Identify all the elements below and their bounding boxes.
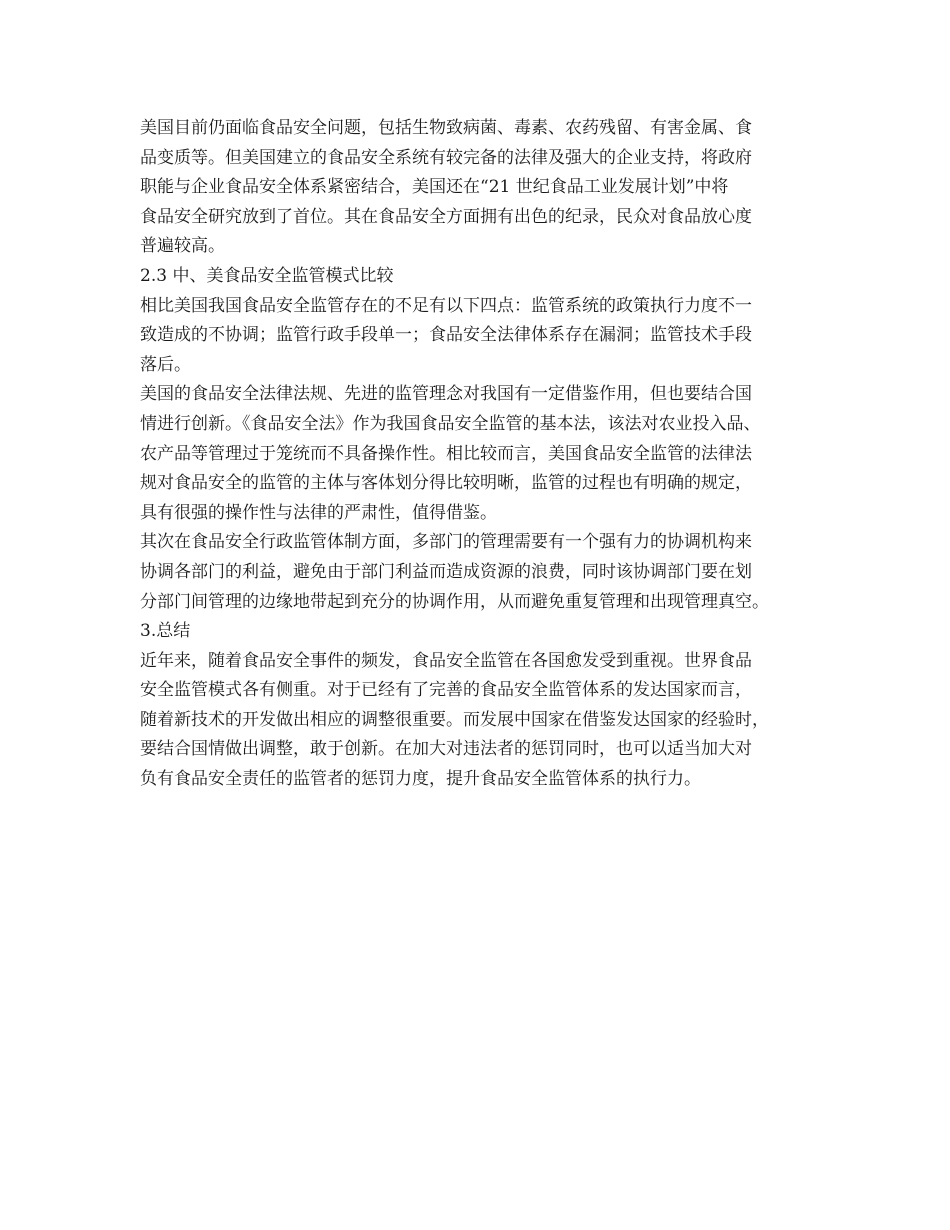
heading-text: 2.3 中、美食品安全监管模式比较 — [140, 265, 394, 286]
text-line: 负有食品安全责任的监管者的惩罚力度，提升食品安全监管体系的执行力。 — [140, 769, 701, 790]
paragraph-legal-reference — [140, 380, 820, 528]
text-line: 分部门间管理的边缘地带起到充分的协调作用，从而避免重复管理和出现管理真空。 — [140, 591, 769, 612]
text-line: 近年来，随着食品安全事件的频发，食品安全监管在各国愈发受到重视。世界食品 — [140, 650, 752, 671]
heading-text: 3.总结 — [140, 621, 191, 642]
text-line: 安全监管模式各有侧重。对于已经有了完善的食品安全监管体系的发达国家而言， — [140, 680, 752, 701]
text-line: 食品安全研究放到了首位。其在食品安全方面拥有出色的纪录，民众对食品放心度 — [140, 206, 752, 227]
section-heading-2-3 — [140, 262, 820, 292]
text-line: 品变质等。但美国建立的食品安全系统有较完备的法律及强大的企业支持，将政府 — [140, 147, 752, 168]
text-line: 美国目前仍面临食品安全问题，包括生物致病菌、毒素、农药残留、有害金属、食 — [140, 118, 752, 138]
text-line: 农产品等管理过于笼统而不具备操作性。相比较而言，美国食品安全监管的法律法 — [140, 443, 752, 464]
text-line: 美国的食品安全法律法规、先进的监管理念对我国有一定借鉴作用，但也要结合国 — [140, 384, 752, 405]
text-line: 落后。 — [140, 354, 191, 375]
text-line: 致造成的不协调；监管行政手段单一；食品安全法律体系存在漏洞；监管技术手段 — [140, 325, 752, 346]
paragraph-us-food-safety — [140, 114, 820, 262]
section-heading-3 — [140, 617, 820, 647]
paragraph-shortcomings — [140, 292, 820, 381]
paragraph-administrative-system — [140, 528, 820, 617]
text-line: 随着新技术的开发做出相应的调整很重要。而发展中国家在借鉴发达国家的经验时， — [140, 709, 769, 730]
text-line: 具有很强的操作性与法律的严肃性，值得借鉴。 — [140, 502, 497, 523]
text-line: 要结合国情做出调整，敢于创新。在加大对违法者的惩罚同时，也可以适当加大对 — [140, 739, 752, 760]
document-body — [140, 114, 820, 795]
text-line: 职能与企业食品安全体系紧密结合，美国还在“21 世纪食品工业发展计划”中将 — [140, 177, 729, 198]
text-line: 规对食品安全的监管的主体与客体划分得比较明晰，监管的过程也有明确的规定， — [140, 473, 752, 494]
text-line: 普遍较高。 — [140, 236, 225, 257]
text-line: 相比美国我国食品安全监管存在的不足有以下四点：监管系统的政策执行力度不一 — [140, 295, 752, 316]
text-line: 协调各部门的利益，避免由于部门利益而造成资源的浪费，同时该协调部门要在划 — [140, 561, 752, 582]
text-line: 其次在食品安全行政监管体制方面，多部门的管理需要有一个强有力的协调机构来 — [140, 532, 752, 553]
paragraph-summary — [140, 647, 820, 795]
text-line: 情进行创新。《食品安全法》作为我国食品安全监管的基本法，该法对农业投入品、 — [140, 413, 761, 434]
